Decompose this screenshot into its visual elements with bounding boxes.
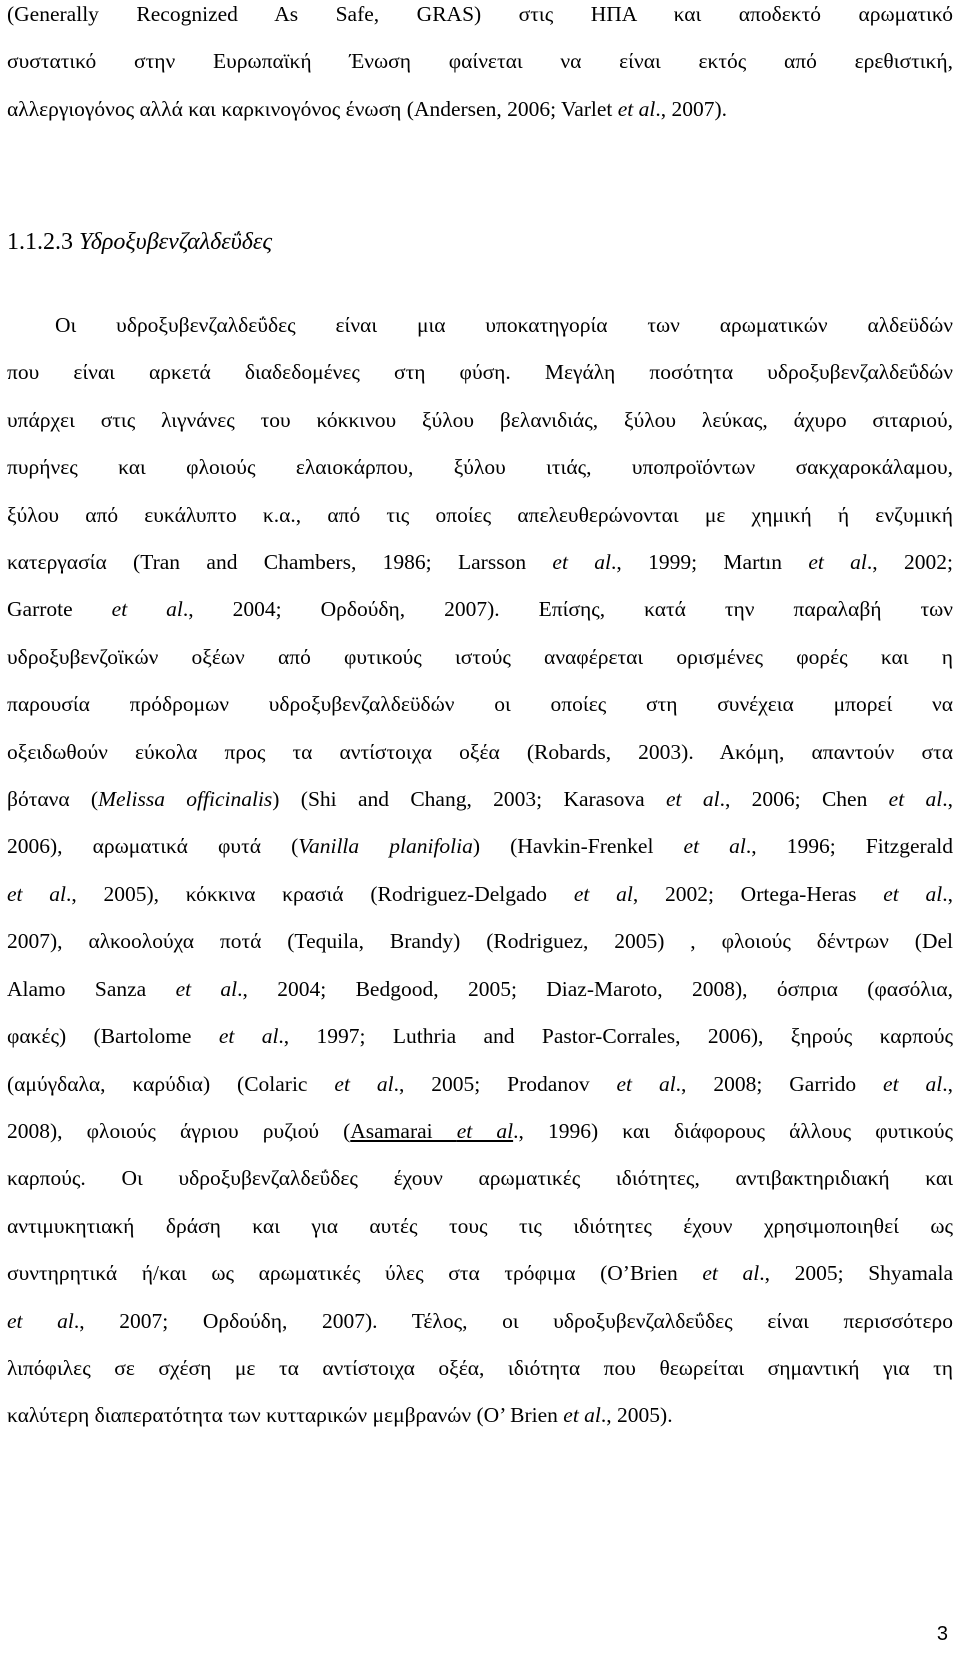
text-line: πυρήνες και φλοιούς ελαιοκάρπου, ξύλου ιτιάς, υποπροϊόντων σακχαροκάλαμου, — [7, 455, 953, 480]
text-line: κατεργασία (Tran and Chambers, 1986; Larsson et al., 1999; Martın et al., 2002; — [7, 550, 953, 575]
text-line: υδροξυβενζοϊκών οξέων από φυτικούς ιστούς αναφέρεται ορισμένες φορές και η — [7, 644, 953, 669]
text-line: et al., 2007; Ορδούδη, 2007). Τέλος, οι υδροξυβενζαλδεΰδες είναι περισσότερο — [7, 1308, 953, 1333]
text-line: (αμύγδαλα, καρύδια) (Colaric et al., 2005; Prodanov et al., 2008; Garrido et al., — [7, 1071, 953, 1096]
text-line: υπάρχει στις λιγνάνες του κόκκινου ξύλου βελανιδιάς, ξύλου λεύκας, άχυρο σιταριού, — [7, 407, 953, 432]
text-line: αντιμυκητιακή δράση και για αυτές τους τις ιδιότητες έχουν χρησιμοποιηθεί ως — [7, 1213, 953, 1238]
section-number: 1.1.2.3 — [7, 229, 73, 255]
page-number: 3 — [936, 1623, 948, 1645]
text-line: βότανα (Melissa officinalis) (Shi and Chang, 2003; Karasova et al., 2006; Chen et al., — [7, 787, 953, 812]
text-line: (Generally Recognized As Safe, GRAS) στις ΗΠΑ και αποδεκτό αρωματικό — [7, 2, 953, 26]
text-line: που είναι αρκετά διαδεδομένες στη φύση. Μεγάλη ποσότητα υδροξυβενζαλδεΰδών — [7, 360, 953, 385]
text-line: καρπούς. Οι υδροξυβενζαλδεΰδες έχουν αρωματικές ιδιότητες, αντιβακτηριδιακή και — [7, 1166, 953, 1191]
text-line: συντηρητικά ή/και ως αρωματικές ύλες στα τρόφιμα (O’Brien et al., 2005; Shyamala — [7, 1261, 953, 1286]
text-line: 2008), φλοιούς άγριου ρυζιού (Asamarai et al., 1996) και διάφορους άλλους φυτικούς — [7, 1118, 953, 1143]
text-line: φακές) (Bartolome et al., 1997; Luthria and Pastor-Corrales, 2006), ξηρούς καρπούς — [7, 1024, 953, 1049]
intro-paragraph — [7, 0, 953, 133]
text-line: οξειδωθούν εύκολα προς τα αντίστοιχα οξέα (Robards, 2003). Ακόμη, απαντούν στα — [7, 739, 953, 764]
text-line: συστατικό στην Ευρωπαϊκή Ένωση φαίνεται να είναι εκτός από ερεθιστική, — [7, 49, 953, 74]
text-line: ξύλου από ευκάλυπτο κ.α., από τις οποίες απελευθερώνονται με χημική ή ενζυμική — [7, 502, 953, 527]
text-line: καλύτερη διαπερατότητα των κυτταρικών μεμβρανών (O’ Brien et al., 2005). — [7, 1403, 673, 1428]
section-title: Υδροξυβενζαλδεΰδες — [79, 229, 273, 255]
text-line: Alamo Sanza et al., 2004; Bedgood, 2005; Diaz-Maroto, 2008), όσπρια (φασόλια, — [7, 976, 953, 1001]
text-line: Garrote et al., 2004; Ορδούδη, 2007). Επίσης, κατά την παραλαβή των — [7, 597, 954, 622]
text-line: παρουσία πρόδρομων υδροξυβενζαλδεϋδών οι οποίες στη συνέχεια μπορεί να — [7, 692, 953, 717]
section-heading — [7, 229, 272, 256]
body-paragraph — [7, 302, 953, 1440]
text-line: 2007), αλκοολούχα ποτά (Tequila, Brandy) (Rodriguez, 2005) , φλοιούς δέντρων (Del — [7, 929, 953, 954]
text-line: αλλεργιογόνος αλλά και καρκινογόνος ένωση (Andersen, 2006; Varlet et al., 2007). — [7, 96, 728, 121]
text-line: Οι υδροξυβενζαλδεΰδες είναι μια υποκατηγορία των αρωματικών αλδεϋδών — [55, 313, 953, 337]
text-line: 2006), αρωματικά φυτά (Vanilla planifolia) (Havkin-Frenkel et al., 1996; Fitzgerald — [7, 834, 953, 859]
text-line: λιπόφιλες σε σχέση με τα αντίστοιχα οξέα, ιδιότητα που θεωρείται σημαντική για τη — [7, 1355, 953, 1380]
text-line: et al., 2005), κόκκινα κρασιά (Rodriguez-Delgado et al, 2002; Ortega-Heras et al., — [7, 881, 953, 906]
